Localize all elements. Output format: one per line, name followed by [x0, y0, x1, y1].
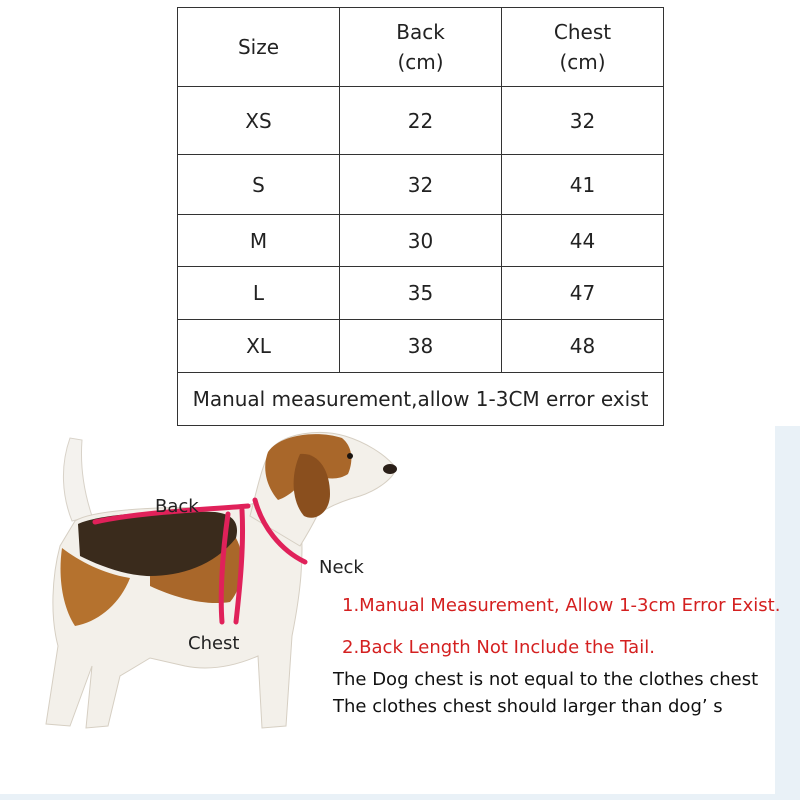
table-cell: 47: [502, 267, 664, 320]
note-dog-chest: The Dog chest is not equal to the clothes chest: [333, 669, 759, 690]
measurement-note: Manual measurement,allow 1-3CM error exist: [178, 373, 664, 426]
table-cell: 32: [502, 87, 664, 155]
back-label: Back: [155, 496, 199, 517]
bottom-border-strip: [0, 794, 800, 800]
table-row: [178, 155, 664, 215]
table-cell: M: [178, 215, 340, 267]
table-cell: 35: [340, 267, 502, 320]
table-header-cell: Chest (cm): [502, 8, 664, 87]
chest-label: Chest: [188, 633, 240, 654]
table-body: [178, 87, 664, 426]
table-row: [178, 320, 664, 373]
table-cell: 22: [340, 87, 502, 155]
table-cell: XS: [178, 87, 340, 155]
size-chart-table: [177, 7, 664, 426]
table-row: [178, 87, 664, 155]
table-cell: 44: [502, 215, 664, 267]
table-cell: 32: [340, 155, 502, 215]
note-back-length: 2.Back Length Not Include the Tail.: [342, 637, 655, 658]
table-cell: 48: [502, 320, 664, 373]
table-cell: S: [178, 155, 340, 215]
table-header-cell: Size: [178, 8, 340, 87]
table-cell: 41: [502, 155, 664, 215]
table-row: [178, 215, 664, 267]
table-note-row: [178, 373, 664, 426]
note-clothes-chest: The clothes chest should larger than dog’ s: [333, 696, 723, 717]
note-manual-measurement: 1.Manual Measurement, Allow 1-3cm Error Exist.: [342, 595, 781, 616]
table-cell: 38: [340, 320, 502, 373]
table-cell: XL: [178, 320, 340, 373]
table-row: [178, 267, 664, 320]
neck-label: Neck: [319, 557, 364, 578]
table-header-row: [178, 8, 664, 87]
table-cell: 30: [340, 215, 502, 267]
table-header-cell: Back (cm): [340, 8, 502, 87]
table-cell: L: [178, 267, 340, 320]
